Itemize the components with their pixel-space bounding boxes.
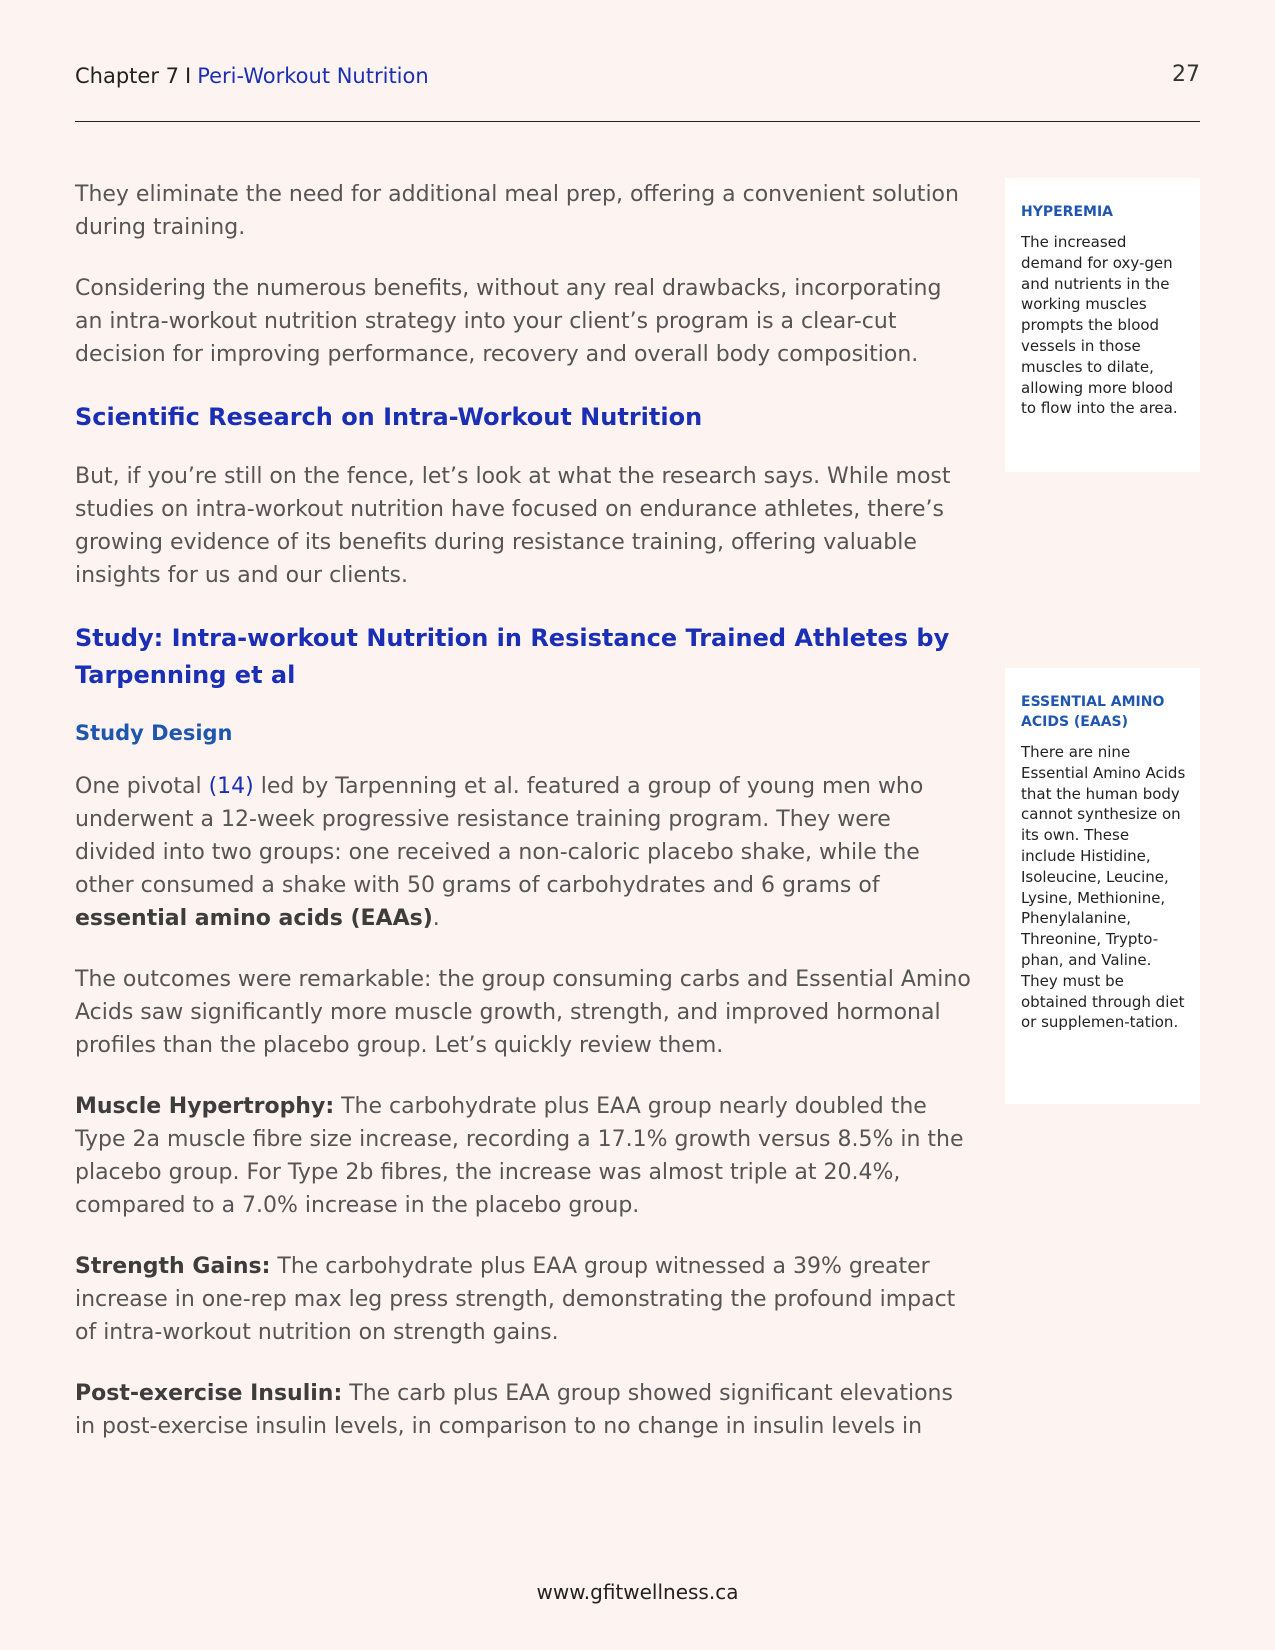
sidebar-eaa-body: There are nine Essential Amino Acids that the human body cannot synthesize on its own. These include Histidine, Isoleucine, Leucine, Lysine, Methionine, Phenylalanine, Threonine, Trypto-phan, and Valine. They must be obtained through diet or supplemen-tation. bbox=[1021, 743, 1186, 1032]
text-segment: . bbox=[432, 906, 440, 931]
paragraph-strength-gains bbox=[75, 1250, 975, 1349]
heading-study: Study: Intra-workout Nutrition in Resistance Trained Athletes by Tarpenning et al bbox=[75, 624, 950, 689]
header-separator: I bbox=[185, 64, 192, 88]
heading-scientific-research: Scientific Research on Intra-Workout Nutrition bbox=[75, 403, 703, 431]
page-number: 27 bbox=[1172, 62, 1200, 87]
paragraph-study-design bbox=[75, 770, 975, 935]
text-post-exercise-insulin: The carb plus EAA group showed significant elevations in post-exercise insulin levels, in comparison to no change in insulin levels in bbox=[75, 1381, 953, 1439]
footer-url: www.gfitwellness.ca bbox=[536, 1580, 739, 1604]
reference-link[interactable]: (14) bbox=[208, 774, 254, 799]
sidebar-hyperemia-body: The increased demand for oxy-gen and nutrients in the working muscles prompts the blood vessels in those muscles to dilate, allowing more blood to flow into the area. bbox=[1021, 233, 1178, 418]
label-post-exercise-insulin: Post-exercise Insulin: bbox=[75, 1381, 343, 1406]
text-strength-gains: The carbohydrate plus EAA group witnessed a 39% greater increase in one-rep max leg press strength, demonstrating the profound impact of intra-workout nutrition on strength gains. bbox=[75, 1254, 956, 1345]
label-strength-gains: Strength Gains: bbox=[75, 1254, 271, 1279]
sidebar-essential-amino-acids bbox=[1005, 668, 1200, 1104]
paragraph-meal-prep: They eliminate the need for additional meal prep, offering a convenient solution during training. bbox=[75, 182, 959, 240]
paragraph-research: But, if you’re still on the fence, let’s look at what the research says. While most studies on intra-workout nutrition have focused on endurance athletes, there’s growing evidence of its benefits during resistance training, offering valuable insights for us and our clients. bbox=[75, 464, 951, 588]
chapter-number: Chapter 7 bbox=[75, 64, 179, 88]
paragraph-benefits: Considering the numerous benefits, without any real drawbacks, incorporating an intra-workout nutrition strategy into your client’s program is a clear-cut decision for improving performance, recovery and overall body composition. bbox=[75, 276, 942, 367]
page-header bbox=[75, 58, 1200, 92]
header-divider bbox=[75, 121, 1200, 122]
text-segment: led by Tarpenning et al. featured a group of young men who underwent a 12-week progressive resistance training program. They were divided into two groups: one received a non-caloric placebo shake, while the other consumed a shake with 50 grams of carbohydrates and 6 grams of bbox=[75, 774, 924, 898]
heading-study-design: Study Design bbox=[75, 721, 233, 745]
sidebar-eaa-title: ESSENTIAL AMINO ACIDS (EAAS) bbox=[1021, 694, 1165, 730]
chapter-label bbox=[75, 64, 429, 88]
bold-term-eaas: essential amino acids (EAAs) bbox=[75, 906, 433, 931]
sidebar-hyperemia-title: HYPEREMIA bbox=[1021, 204, 1113, 220]
paragraph-muscle-hypertrophy bbox=[75, 1090, 975, 1222]
main-content bbox=[75, 178, 975, 1471]
section-title: Peri-Workout Nutrition bbox=[197, 64, 429, 88]
paragraph-outcomes: The outcomes were remarkable: the group consuming carbs and Essential Amino Acids saw significantly more muscle growth, strength, and improved hormonal profiles than the placebo group. Let’s quickly review them. bbox=[75, 967, 971, 1058]
text-segment: One pivotal bbox=[75, 774, 209, 799]
text-muscle-hypertrophy: The carbohydrate plus EAA group nearly doubled the Type 2a muscle fibre size increase, recording a 17.1% growth versus 8.5% in the placebo group. For Type 2b fibres, the increase was almost triple at 20.4%, compared to a 7.0% increase in the placebo group. bbox=[75, 1094, 964, 1218]
paragraph-post-exercise-insulin bbox=[75, 1377, 975, 1443]
sidebar-hyperemia bbox=[1005, 178, 1200, 472]
label-muscle-hypertrophy: Muscle Hypertrophy: bbox=[75, 1094, 335, 1119]
